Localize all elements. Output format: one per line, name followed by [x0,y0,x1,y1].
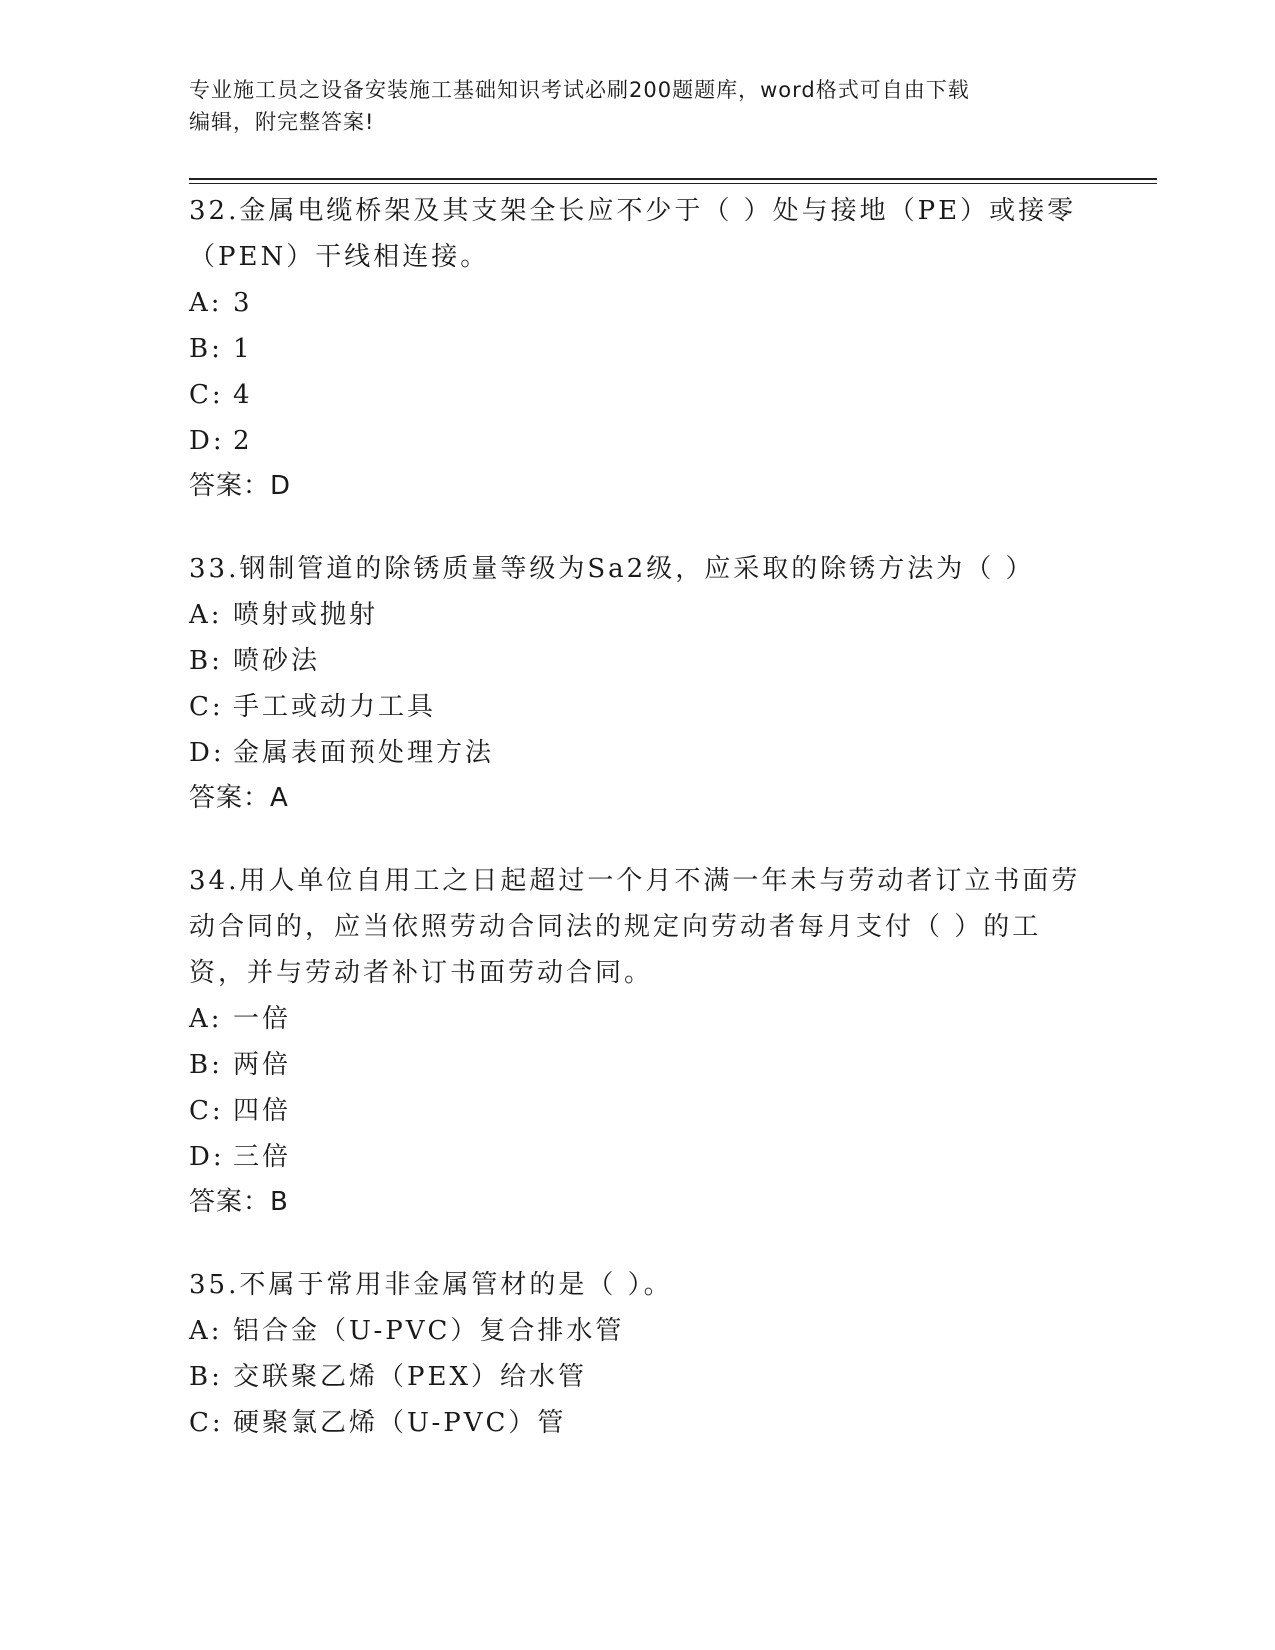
question-stem: 34.用人单位自用工之日起超过一个月不满一年未与劳动者订立书面劳动合同的，应当依照劳动合同法的规定向劳动者每月支付（ ）的工资，并与劳动者补订书面劳动合同。 [189,866,1081,988]
header-line-2: 编辑，附完整答案! [189,110,375,134]
option-a [189,996,1089,1042]
option-a [189,280,1089,326]
option-letter: A: [189,288,223,318]
option-b [189,1354,1089,1400]
option-text: 金属表面预处理方法 [233,738,495,768]
option-d [189,730,1089,776]
option-letter: D: [189,426,225,456]
option-letter: C: [189,692,224,722]
option-text: 2 [233,426,253,456]
question-33 [189,546,1089,820]
option-letter: A: [189,600,223,630]
question-35 [189,1262,1089,1446]
option-text: 两倍 [233,1050,292,1080]
option-text: 喷砂法 [233,646,321,676]
question-32 [189,188,1089,508]
option-letter: C: [189,380,224,410]
option-b [189,638,1089,684]
option-text: 交联聚乙烯（PEX）给水管 [233,1362,587,1392]
option-letter: A: [189,1004,223,1034]
option-text: 1 [233,334,253,364]
answer-line: 答案：D [189,471,292,501]
option-c [189,372,1089,418]
option-letter: B: [189,1362,223,1392]
answer-line: 答案：A [189,783,289,813]
option-letter: C: [189,1096,224,1126]
option-text: 手工或动力工具 [233,692,437,722]
option-c [189,1088,1089,1134]
question-34 [189,858,1089,1224]
option-letter: B: [189,334,223,364]
option-text: 三倍 [233,1142,292,1172]
question-list [189,188,1089,1484]
option-text: 一倍 [233,1004,292,1034]
option-text: 铝合金（U-PVC）复合排水管 [233,1316,625,1346]
question-stem: 32.金属电缆桥架及其支架全长应不少于（ ）处与接地（PE）或接零（PEN）干线相连接。 [189,196,1077,272]
option-a [189,592,1089,638]
option-letter: B: [189,1050,223,1080]
option-d [189,418,1089,464]
option-letter: C: [189,1408,224,1438]
option-text: 四倍 [233,1096,292,1126]
document-header [189,74,1089,138]
option-text: 4 [233,380,253,410]
option-text: 硬聚氯乙烯（U-PVC）管 [233,1408,567,1438]
option-a [189,1308,1089,1354]
option-letter: D: [189,738,225,768]
option-letter: D: [189,1142,225,1172]
option-c [189,684,1089,730]
answer-line: 答案：B [189,1187,289,1217]
option-b [189,1042,1089,1088]
option-letter: A: [189,1316,223,1346]
option-d [189,1134,1089,1180]
header-line-1: 专业施工员之设备安装施工基础知识考试必刷200题题库，word格式可自由下载 [189,78,970,102]
question-stem: 35.不属于常用非金属管材的是（ ）。 [189,1270,673,1300]
option-c [189,1400,1089,1446]
option-b [189,326,1089,372]
option-text: 喷射或抛射 [233,600,379,630]
option-text: 3 [233,288,253,318]
question-stem: 33.钢制管道的除锈质量等级为Sa2级，应采取的除锈方法为（ ） [189,554,1035,584]
option-letter: B: [189,646,223,676]
header-divider-thick [189,178,1157,180]
header-divider-thin [189,183,1157,184]
